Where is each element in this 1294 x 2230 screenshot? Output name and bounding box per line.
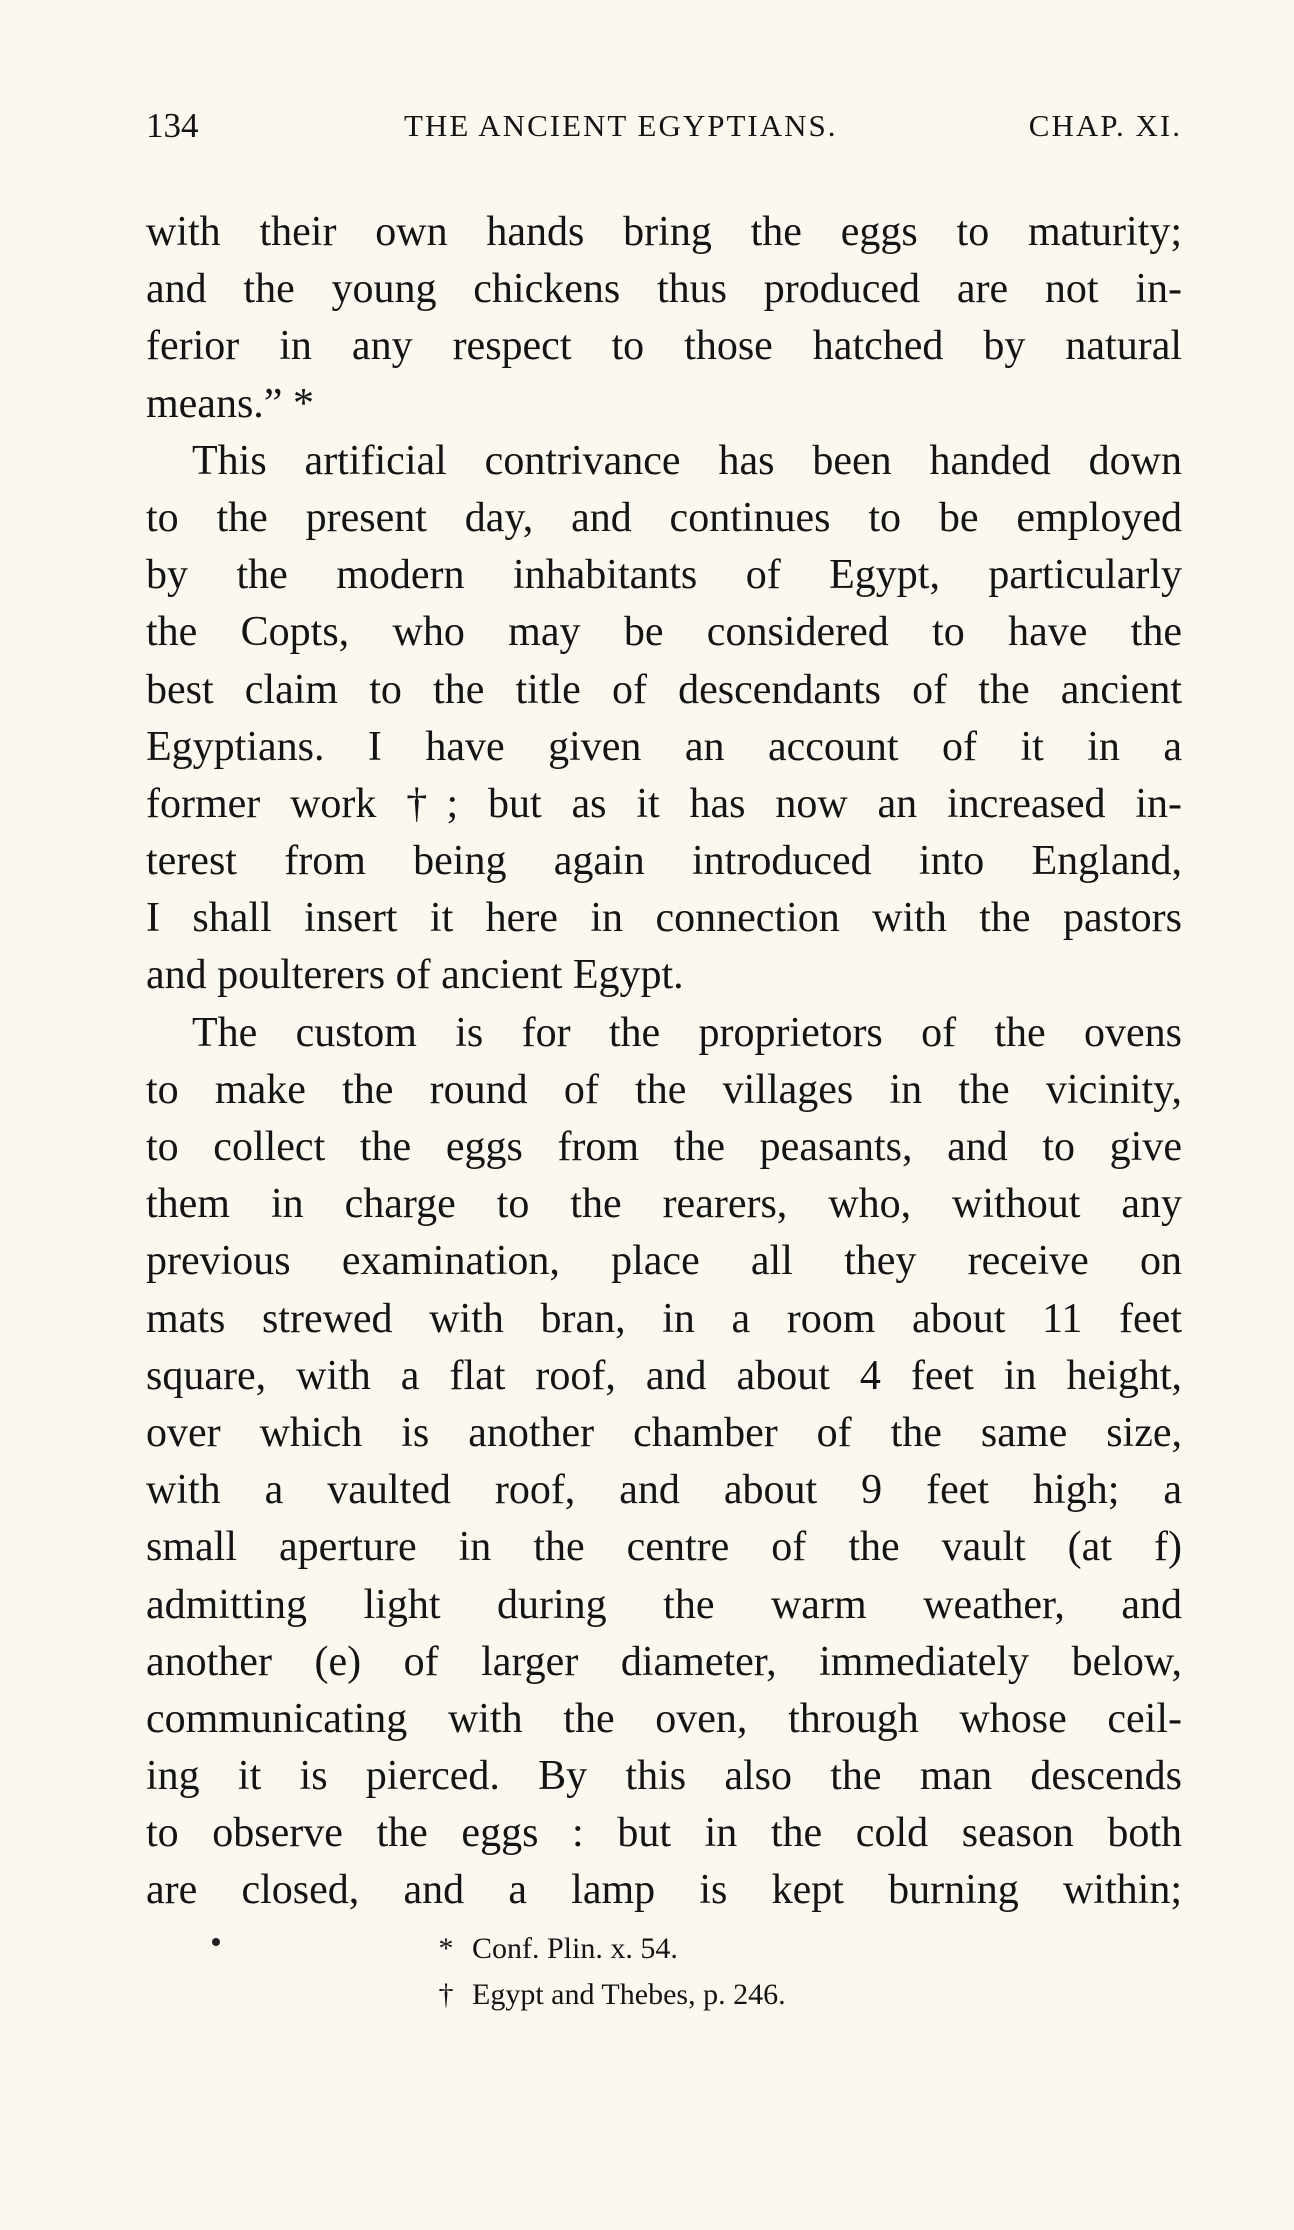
text-line: previous examination, place all they receive on — [146, 1238, 1182, 1285]
footnote-mark: † — [438, 1978, 454, 2011]
text-line: are closed, and a lamp is kept burning within; — [146, 1867, 1182, 1914]
text-line: communicating with the oven, through whose ceil- — [146, 1695, 1182, 1742]
text-line: and the young chickens thus produced are not in- — [146, 266, 1182, 313]
text-line: to the present day, and continues to be employed — [146, 494, 1182, 541]
running-title: THE ANCIENT EGYPTIANS. — [404, 108, 838, 143]
text-line: admitting light during the warm weather, and — [146, 1581, 1182, 1628]
text-line: best claim to the title of descendants of the ancient — [146, 666, 1182, 713]
text-line: Egyptians. I have given an account of it in a — [146, 723, 1182, 770]
footnote-text: Egypt and Thebes, p. 246. — [472, 1978, 786, 2011]
text-line: them in charge to the rearers, who, without any — [146, 1181, 1182, 1228]
text-line: and poulterers of ancient Egypt. — [146, 952, 684, 999]
text-line: I shall insert it here in connection with the pastors — [146, 895, 1182, 942]
text-line: over which is another chamber of the same size, — [146, 1409, 1182, 1456]
text-line: to collect the eggs from the peasants, and to give — [146, 1124, 1182, 1170]
text-line: another (e) of larger diameter, immediately below, — [146, 1638, 1182, 1685]
text-line: terest from being again introduced into England, — [146, 838, 1182, 885]
chapter-label: CHAP. XI. — [1028, 108, 1182, 143]
text-line: to observe the eggs : but in the cold season both — [146, 1810, 1182, 1857]
text-line: with a vaulted roof, and about 9 feet high; a — [146, 1467, 1182, 1514]
text-line: mats strewed with bran, in a room about 11 feet — [146, 1295, 1182, 1342]
text-line: ing it is pierced. By this also the man descends — [146, 1753, 1182, 1800]
text-line: This artificial contrivance has been handed down — [192, 437, 1182, 484]
text-line: ferior in any respect to those hatched by natural — [146, 323, 1182, 370]
footnote — [146, 1926, 1182, 1972]
text-line: by the modern inhabitants of Egypt, particularly — [146, 552, 1182, 599]
footnote — [146, 1972, 1182, 2018]
text-line: The custom is for the proprietors of the ovens — [192, 1009, 1182, 1056]
text-line: former work †; but as it has now an increased in- — [146, 780, 1182, 827]
text-line: square, with a flat roof, and about 4 feet in height, — [146, 1352, 1182, 1399]
text-line: the Copts, who may be considered to have the — [146, 609, 1182, 656]
footnotes — [146, 1926, 1182, 2018]
text-line: to make the round of the villages in the vicinity, — [146, 1066, 1182, 1113]
text-line: small aperture in the centre of the vault (at f) — [146, 1524, 1182, 1571]
text-line: with their own hands bring the eggs to maturity; — [146, 209, 1182, 255]
page-header — [146, 106, 1182, 156]
footnote-text: Conf. Plin. x. 54. — [472, 1932, 678, 1965]
footnote-mark: * — [438, 1932, 454, 1965]
text-line: means.” * — [146, 380, 314, 427]
page-number: 134 — [146, 106, 199, 145]
body-text — [146, 204, 1182, 1920]
